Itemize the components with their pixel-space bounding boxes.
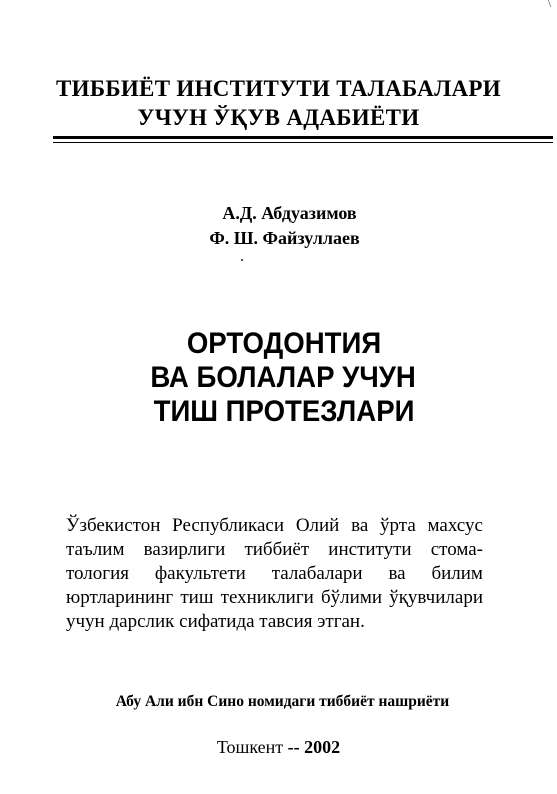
title-line-1: ОРТОДОНТИЯ <box>186 327 382 360</box>
approval-line-3 <box>66 562 483 586</box>
approval-word: махсус <box>427 515 483 536</box>
approval-word: Олий <box>295 515 340 536</box>
approval-statement <box>66 514 483 634</box>
approval-word: ва <box>351 515 369 536</box>
approval-word: таълим <box>66 539 125 560</box>
approval-word: билим <box>431 563 483 584</box>
series-line-2: УЧУН ЎҚУВ АДАБИЁТИ <box>137 105 420 130</box>
approval-line-2 <box>66 538 483 562</box>
approval-word: талабалари <box>271 563 363 584</box>
approval-word: юртларининг <box>66 587 174 608</box>
header-rule-thin <box>53 142 553 143</box>
title-line-2: ВА БОЛАЛАР УЧУН <box>150 361 416 394</box>
approval-word: тиш <box>180 587 214 608</box>
approval-word: Республикаси <box>172 515 285 536</box>
imprint-city: Тошкент <box>216 737 284 757</box>
approval-word: вазирлиги <box>143 539 226 560</box>
series-heading <box>0 74 557 132</box>
approval-word: Ўзбекистон <box>66 515 161 536</box>
authors <box>0 201 557 251</box>
approval-line-4 <box>66 586 483 610</box>
approval-word: техниклиги <box>220 587 314 608</box>
author-1: А.Д. Абдуазимов <box>222 203 357 223</box>
title-line-3: ТИШ ПРОТЕЗЛАРИ <box>153 395 415 428</box>
author-2: Ф. Ш. Файзуллаев <box>209 228 360 248</box>
series-line-1: ТИББИЁТ ИНСТИТУТИ ТАЛАБАЛАРИ <box>56 76 501 101</box>
imprint-year: 2002 <box>304 737 341 757</box>
imprint-separator: -- <box>287 737 300 757</box>
approval-word: ўқувчилари <box>389 587 483 608</box>
publisher: Абу Али ибн Сино номидаги тиббиёт нашриёти <box>115 693 450 710</box>
corner-mark: \ <box>547 0 551 10</box>
header-rule-thick <box>53 136 553 139</box>
approval-word: институти <box>328 539 412 560</box>
approval-word: ўрта <box>380 515 416 536</box>
scan-speck <box>241 259 243 261</box>
approval-line-1 <box>66 514 483 538</box>
approval-line-5: учун дарслик сифатида тавсия этган. <box>66 611 365 632</box>
approval-word: тология <box>66 563 129 584</box>
book-title <box>22 327 534 429</box>
approval-word: стома- <box>430 539 483 560</box>
approval-word: бўлими <box>321 587 383 608</box>
approval-word: факультети <box>154 563 246 584</box>
approval-word: ва <box>388 563 406 584</box>
approval-word: тиббиёт <box>244 539 310 560</box>
imprint <box>0 736 557 758</box>
